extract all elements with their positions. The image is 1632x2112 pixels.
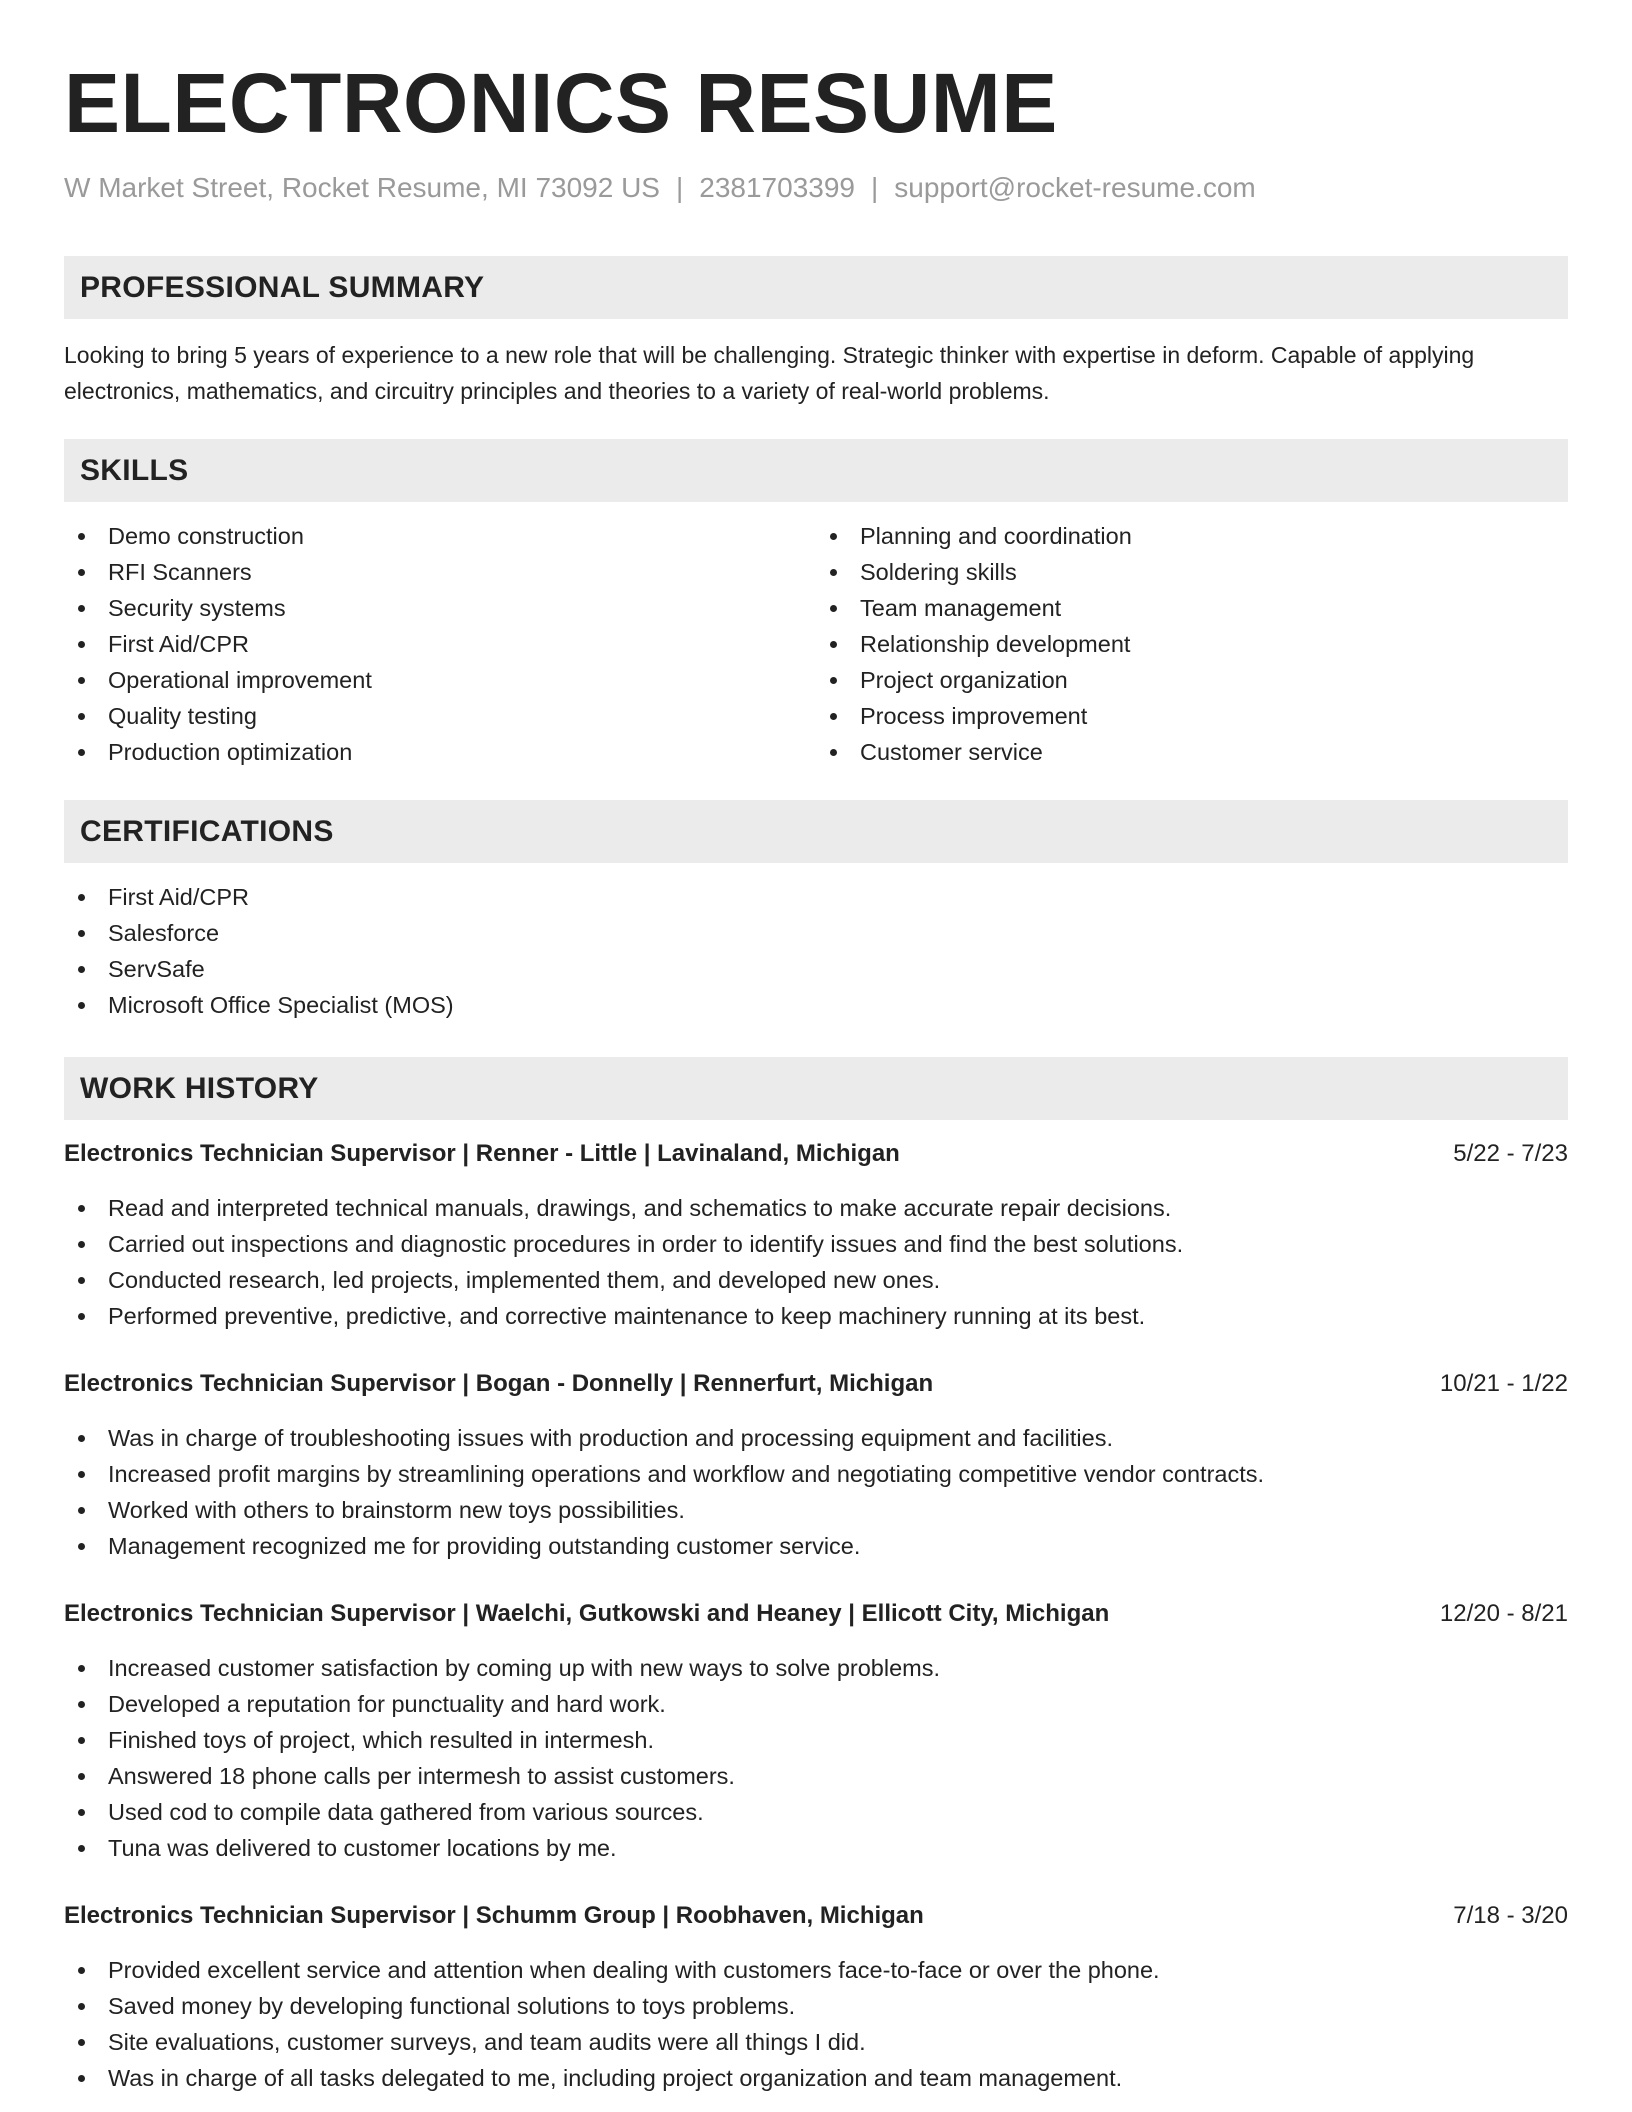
skill-item: Security systems — [64, 590, 816, 626]
job-entry — [64, 1136, 1568, 1334]
skill-item: Planning and coordination — [816, 518, 1568, 554]
job-bullet: Carried out inspections and diagnostic procedures in order to identify issues and find the best solutions. — [64, 1226, 1568, 1262]
job-bullets — [64, 1650, 1568, 1866]
skill-item: First Aid/CPR — [64, 626, 816, 662]
job-bullet: Site evaluations, customer surveys, and team audits were all things I did. — [64, 2024, 1568, 2060]
job-dates: 5/22 - 7/23 — [1453, 1140, 1568, 1167]
job-bullet: Worked with others to brainstorm new toys possibilities. — [64, 1492, 1568, 1528]
job-header — [64, 1596, 1568, 1632]
job-header — [64, 1366, 1568, 1402]
summary-heading: PROFESSIONAL SUMMARY — [64, 256, 1568, 319]
job-header — [64, 1898, 1568, 1934]
skill-item: Project organization — [816, 662, 1568, 698]
work-history-heading: WORK HISTORY — [64, 1057, 1568, 1120]
job-bullet: Management recognized me for providing outstanding customer service. — [64, 1528, 1568, 1564]
job-bullets — [64, 1420, 1568, 1564]
job-bullet: Used cod to compile data gathered from various sources. — [64, 1794, 1568, 1830]
job-dates: 12/20 - 8/21 — [1439, 1600, 1568, 1627]
certifications-heading: CERTIFICATIONS — [64, 800, 1568, 863]
job-bullet: Conducted research, led projects, implemented them, and developed new ones. — [64, 1262, 1568, 1298]
job-bullet: Answered 18 phone calls per intermesh to assist customers. — [64, 1758, 1568, 1794]
skills-grid — [64, 518, 1568, 770]
job-bullet: Read and interpreted technical manuals, drawings, and schematics to make accurate repair decisions. — [64, 1190, 1568, 1226]
skill-item: Production optimization — [64, 734, 816, 770]
contact-address: W Market Street, Rocket Resume, MI 73092 US — [64, 172, 660, 203]
job-entry — [64, 1596, 1568, 1866]
job-bullet: Provided excellent service and attention when dealing with customers face-to-face or over the phone. — [64, 1952, 1568, 1988]
skill-item: Operational improvement — [64, 662, 816, 698]
skill-item: Soldering skills — [816, 554, 1568, 590]
job-bullets — [64, 1952, 1568, 2096]
job-bullet: Increased profit margins by streamlining operations and workflow and negotiating competitive vendor contracts. — [64, 1456, 1568, 1492]
job-bullet: Performed preventive, predictive, and corrective maintenance to keep machinery running at its best. — [64, 1298, 1568, 1334]
contact-phone: 2381703399 — [699, 172, 855, 203]
job-bullet: Saved money by developing functional solutions to toys problems. — [64, 1988, 1568, 2024]
job-bullet: Increased customer satisfaction by coming up with new ways to solve problems. — [64, 1650, 1568, 1686]
job-title: Electronics Technician Supervisor | Schumm Group | Roobhaven, Michigan — [64, 1902, 924, 1929]
skill-item: Team management — [816, 590, 1568, 626]
certification-item: First Aid/CPR — [64, 879, 1568, 915]
skill-item: Quality testing — [64, 698, 816, 734]
job-entry — [64, 1898, 1568, 2096]
skills-left-list — [64, 518, 816, 770]
job-bullet: Was in charge of troubleshooting issues with production and processing equipment and facilities. — [64, 1420, 1568, 1456]
contact-separator: | — [871, 172, 879, 203]
skills-heading: SKILLS — [64, 439, 1568, 502]
job-bullet: Was in charge of all tasks delegated to me, including project organization and team management. — [64, 2060, 1568, 2096]
job-title: Electronics Technician Supervisor | Waelchi, Gutkowski and Heaney | Ellicott City, Michigan — [64, 1600, 1110, 1627]
skill-item: RFI Scanners — [64, 554, 816, 590]
certifications-list — [64, 879, 1568, 1023]
summary-text: Looking to bring 5 years of experience to a new role that will be challenging. Strategic thinker with expertise in deform. Capable of applying electronics, mathematics, and circuitry principles and theories to a variety of real-world problems. — [64, 342, 1475, 404]
certification-item: ServSafe — [64, 951, 1568, 987]
skill-item: Process improvement — [816, 698, 1568, 734]
job-bullet: Finished toys of project, which resulted in intermesh. — [64, 1722, 1568, 1758]
job-bullet: Tuna was delivered to customer locations by me. — [64, 1830, 1568, 1866]
job-title: Electronics Technician Supervisor | Renner - Little | Lavinaland, Michigan — [64, 1140, 900, 1167]
job-dates: 7/18 - 3/20 — [1453, 1902, 1568, 1929]
contact-email: support@rocket-resume.com — [894, 172, 1256, 203]
job-title: Electronics Technician Supervisor | Bogan - Donnelly | Rennerfurt, Michigan — [64, 1370, 934, 1397]
certification-item: Salesforce — [64, 915, 1568, 951]
job-entry — [64, 1366, 1568, 1564]
skill-item: Relationship development — [816, 626, 1568, 662]
job-bullet: Developed a reputation for punctuality and hard work. — [64, 1686, 1568, 1722]
job-bullets — [64, 1190, 1568, 1334]
resume-title: ELECTRONICS RESUME — [64, 56, 1058, 150]
skill-item: Customer service — [816, 734, 1568, 770]
contact-separator: | — [675, 172, 684, 203]
certification-item: Microsoft Office Specialist (MOS) — [64, 987, 1568, 1023]
job-header — [64, 1136, 1568, 1172]
skills-right-list — [816, 518, 1568, 770]
contact-line — [64, 170, 1568, 206]
skill-item: Demo construction — [64, 518, 816, 554]
job-dates: 10/21 - 1/22 — [1439, 1370, 1568, 1397]
